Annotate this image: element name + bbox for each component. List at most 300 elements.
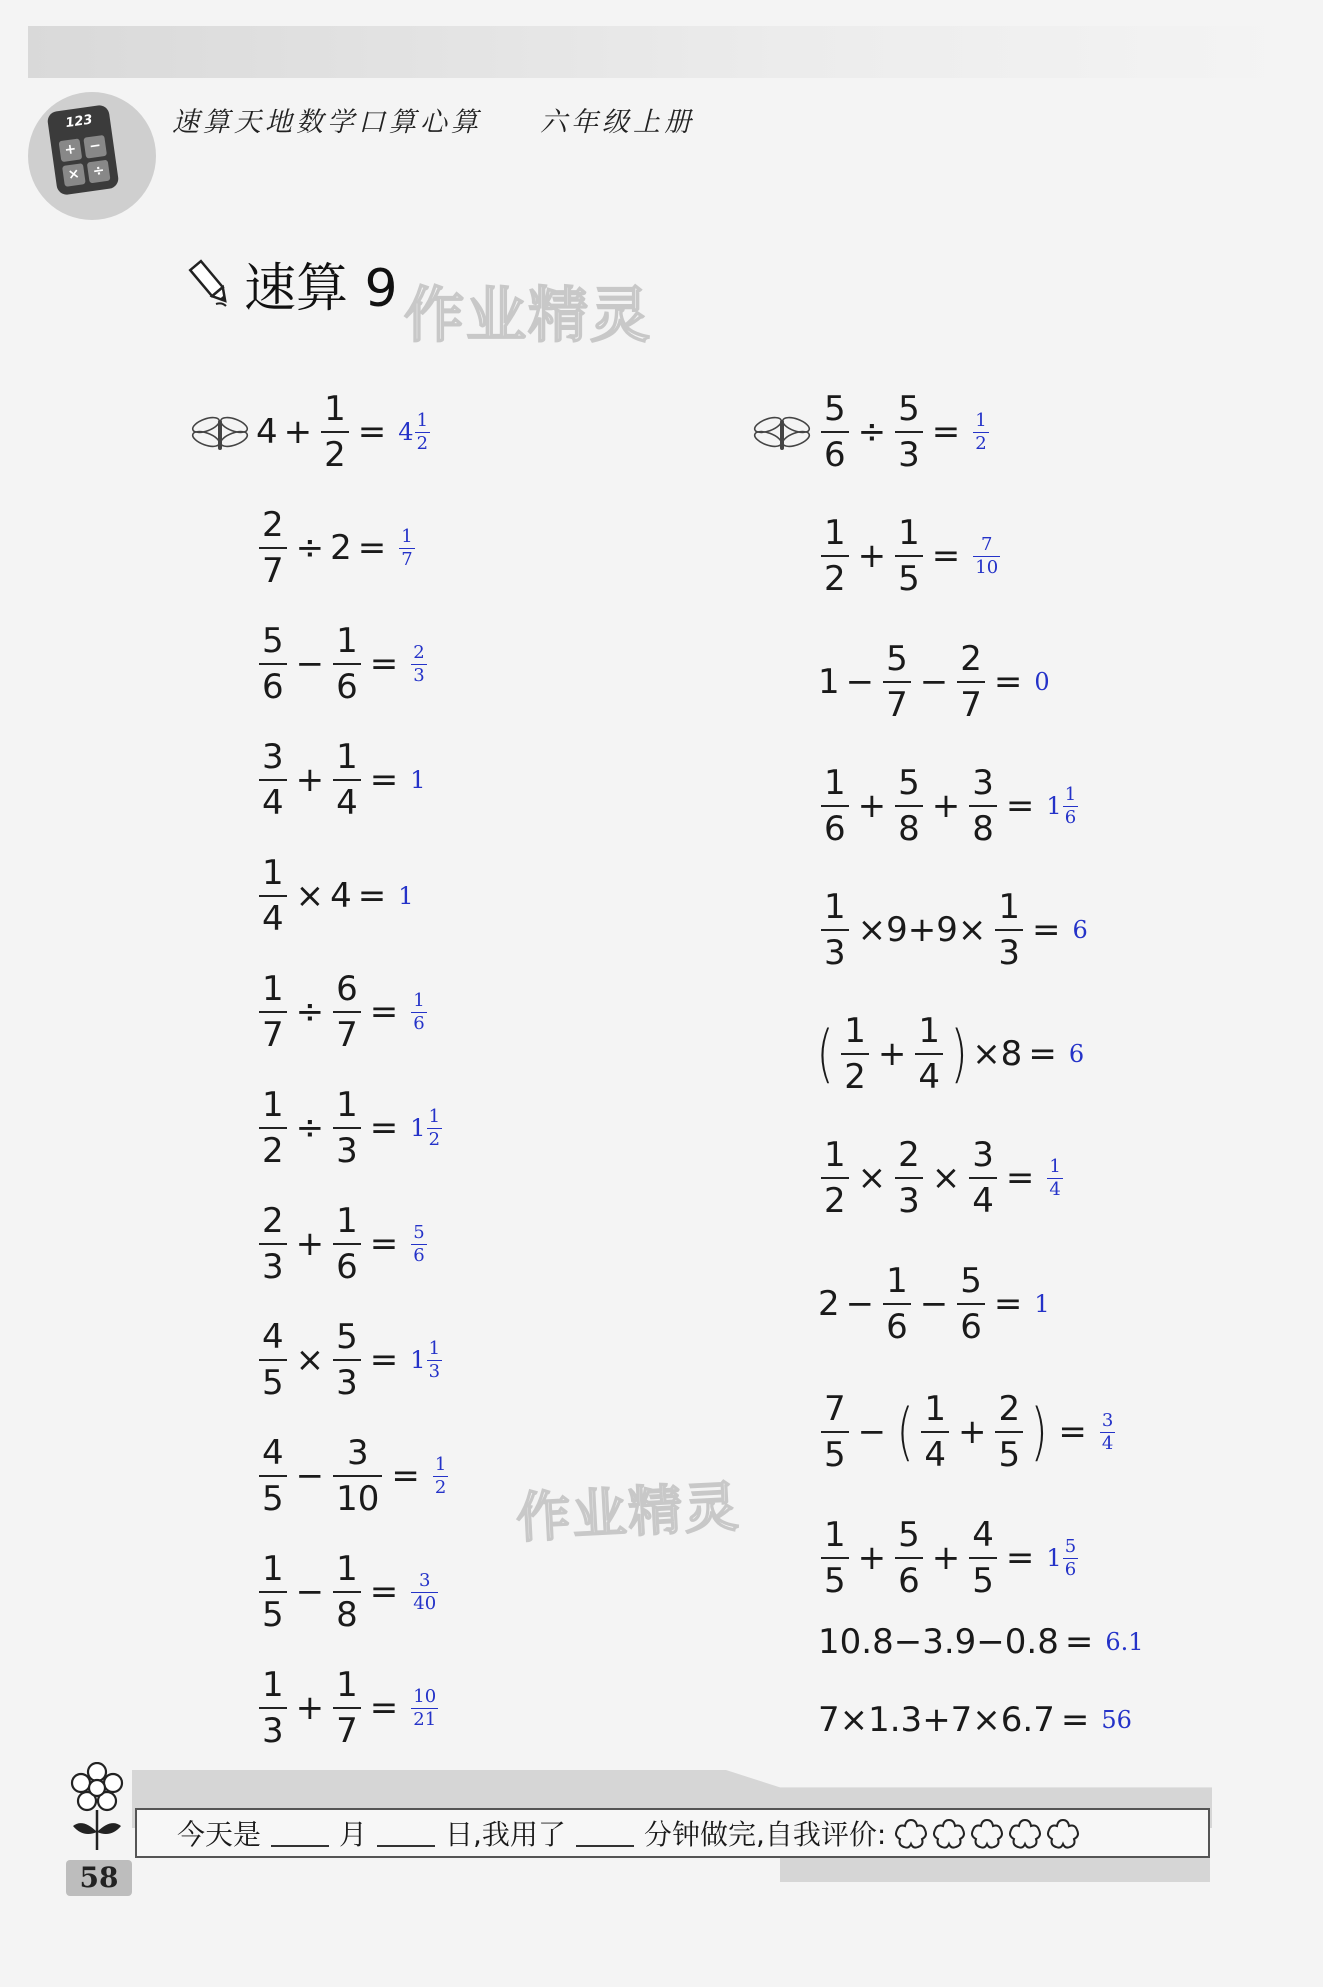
numerator: 1	[824, 513, 846, 553]
fraction	[895, 389, 923, 475]
operator: ×	[857, 1158, 887, 1198]
problem-left-11	[256, 1549, 439, 1635]
denominator: 8	[969, 805, 997, 846]
answer-denominator: 2	[975, 432, 987, 454]
book-grade: 六年级上册	[540, 107, 695, 138]
answer-numerator: 1	[428, 1337, 441, 1359]
numerator: 5	[960, 1261, 982, 1301]
answer	[410, 1569, 439, 1614]
fraction	[895, 513, 923, 599]
fraction	[821, 1389, 849, 1475]
fraction	[821, 1515, 849, 1601]
equals-sign: =	[1058, 1412, 1087, 1452]
problem-left-10	[256, 1433, 449, 1519]
fraction	[821, 389, 849, 475]
equals-sign: =	[369, 1224, 399, 1264]
problem-left-3	[256, 621, 428, 707]
equals-sign: =	[357, 876, 387, 916]
answer	[410, 989, 427, 1034]
answer-denominator: 21	[413, 1708, 437, 1730]
operator: +	[877, 1034, 907, 1074]
fraction	[883, 1261, 911, 1347]
problem-left-9	[256, 1317, 443, 1403]
footer-used-label: 日,我用了	[445, 1818, 566, 1851]
answer-denominator: 2	[428, 1128, 441, 1150]
fraction	[321, 389, 349, 475]
denominator: 6	[957, 1303, 985, 1344]
fraction	[921, 1389, 949, 1475]
page-number: 58	[66, 1860, 132, 1896]
answer-numerator: 7	[981, 533, 993, 555]
denominator: 6	[895, 1557, 923, 1598]
footer-today-label: 今天是	[177, 1818, 262, 1851]
answer-numerator: 1	[401, 525, 413, 547]
numerator: 5	[886, 639, 908, 679]
fraction	[259, 1665, 287, 1751]
answer-denominator: 40	[413, 1592, 437, 1614]
fraction	[259, 1549, 287, 1635]
rating-flower-icon[interactable]	[970, 1817, 1004, 1849]
problem-right-2	[818, 513, 1001, 599]
right-parenthesis: )	[950, 1017, 968, 1090]
fraction	[333, 1665, 361, 1751]
denominator: 5	[259, 1475, 287, 1516]
fraction	[333, 1085, 361, 1171]
answer-denominator: 7	[401, 548, 413, 570]
denominator: 5	[821, 1431, 849, 1472]
denominator: 6	[883, 1303, 911, 1344]
problem-left-7	[256, 1085, 443, 1171]
fraction	[957, 639, 985, 725]
numerator: 4	[972, 1515, 994, 1555]
numerator: 1	[998, 887, 1021, 927]
expression-tail: ×8	[972, 1034, 1023, 1074]
equals-sign: =	[993, 1284, 1023, 1324]
answer-denominator: 4	[1049, 1178, 1061, 1200]
equals-sign: =	[1060, 1700, 1090, 1740]
problem-right-11	[818, 1622, 1144, 1662]
numerator: 1	[824, 763, 846, 803]
equals-sign: =	[369, 1108, 399, 1148]
answer-denominator: 6	[413, 1012, 425, 1034]
answer-denominator: 3	[428, 1360, 441, 1382]
minutes-blank[interactable]	[576, 1819, 634, 1847]
watermark: 作业精灵	[514, 1475, 742, 1550]
calc-key-minus: −	[83, 135, 107, 159]
denominator: 7	[259, 1011, 287, 1052]
numerator: 1	[336, 1085, 358, 1125]
fraction	[259, 853, 287, 939]
equals-sign: =	[369, 644, 399, 684]
numerator: 3	[262, 737, 284, 777]
operator: −	[295, 644, 325, 684]
right-parenthesis: )	[1030, 1395, 1048, 1468]
dragonfly-icon	[190, 414, 250, 450]
fraction	[895, 763, 923, 849]
answer-numerator: 1	[1064, 783, 1077, 805]
denominator: 2	[841, 1053, 869, 1094]
equals-sign: =	[931, 412, 961, 452]
problem-left-4	[256, 737, 426, 823]
month-blank[interactable]	[271, 1819, 329, 1847]
number: 1	[818, 662, 840, 702]
denominator: 3	[259, 1707, 287, 1748]
answer-numerator: 5	[1064, 1535, 1077, 1557]
number: 4	[330, 876, 352, 916]
answer	[398, 525, 415, 570]
fraction	[259, 969, 287, 1055]
answer-denominator: 3	[413, 664, 425, 686]
denominator: 5	[259, 1591, 287, 1632]
answer-whole: 4	[398, 418, 414, 446]
operator: ÷	[857, 412, 887, 452]
denominator: 2	[821, 1177, 849, 1218]
expression-middle: ×9+9×	[857, 910, 987, 950]
left-parenthesis: (	[896, 1395, 914, 1468]
fraction	[995, 1389, 1023, 1475]
operator: +	[931, 786, 961, 826]
answer-denominator: 4	[1101, 1432, 1114, 1454]
problem-right-9	[818, 1389, 1116, 1475]
denominator: 8	[895, 805, 923, 846]
problem-left-1	[190, 389, 431, 475]
numerator: 7	[824, 1389, 846, 1429]
operator: +	[283, 412, 313, 452]
denominator: 5	[259, 1359, 287, 1400]
numerator: 1	[336, 1549, 358, 1589]
denominator: 3	[259, 1243, 287, 1284]
denominator: 2	[821, 555, 849, 596]
fraction	[969, 1135, 997, 1221]
completion-record	[135, 1808, 1210, 1858]
fraction	[995, 887, 1023, 973]
fraction	[333, 737, 361, 823]
answer: 6	[1072, 916, 1088, 944]
denominator: 3	[821, 929, 849, 970]
fraction	[333, 1433, 382, 1519]
fraction	[821, 1135, 849, 1221]
answer	[1046, 1155, 1063, 1200]
fraction	[259, 1317, 287, 1403]
denominator: 4	[259, 779, 287, 820]
denominator: 4	[333, 779, 361, 820]
answer-numerator: 5	[413, 1221, 425, 1243]
equals-sign: =	[369, 1340, 399, 1380]
equals-sign: =	[369, 760, 399, 800]
operator: +	[295, 1688, 325, 1728]
answer-numerator: 1	[434, 1453, 447, 1475]
denominator: 7	[259, 547, 287, 588]
fraction	[895, 1135, 923, 1221]
numerator: 1	[824, 1135, 846, 1175]
numerator: 1	[262, 1549, 284, 1589]
rating-flower-icon[interactable]	[1008, 1817, 1042, 1849]
fraction	[333, 1317, 361, 1403]
calc-key-times: ×	[62, 163, 86, 187]
rating-flower-icon[interactable]	[1046, 1817, 1080, 1849]
left-parenthesis: (	[816, 1017, 834, 1090]
calc-key-plus: +	[59, 138, 83, 162]
operator: +	[295, 1224, 325, 1264]
numerator: 1	[924, 1389, 946, 1429]
numerator: 1	[824, 887, 846, 927]
denominator: 3	[333, 1359, 361, 1400]
fraction	[821, 513, 849, 599]
equals-sign: =	[369, 1572, 399, 1612]
answer	[410, 1221, 427, 1266]
denominator: 3	[895, 431, 923, 472]
answer: 1	[398, 882, 414, 910]
calculator-icon	[46, 104, 119, 196]
problem-right-12	[818, 1700, 1132, 1740]
numerator: 1	[262, 1665, 284, 1705]
equals-sign: =	[931, 536, 961, 576]
answer-numerator: 3	[1101, 1409, 1114, 1431]
fraction	[915, 1011, 943, 1097]
problem-right-5	[818, 887, 1088, 973]
numerator: 3	[346, 1433, 369, 1473]
answer	[1046, 783, 1079, 828]
fraction	[259, 505, 287, 591]
equals-sign: =	[357, 412, 387, 452]
denominator: 6	[821, 805, 849, 846]
numerator: 3	[972, 1135, 994, 1175]
answer-denominator: 6	[413, 1244, 425, 1266]
problem-left-5	[256, 853, 414, 939]
answer: 1	[410, 766, 426, 794]
denominator: 2	[321, 431, 349, 472]
operator: ÷	[295, 1108, 325, 1148]
operator: +	[957, 1412, 987, 1452]
numerator: 1	[824, 1515, 846, 1555]
fraction	[883, 639, 911, 725]
calculator-screen: 123	[64, 112, 94, 132]
fraction	[333, 1201, 361, 1287]
operator: −	[845, 662, 875, 702]
problem-right-8	[818, 1261, 1050, 1347]
numerator: 1	[262, 969, 284, 1009]
numerator: 1	[324, 389, 346, 429]
denominator: 4	[915, 1053, 943, 1094]
equals-sign: =	[1005, 1538, 1035, 1578]
denominator: 5	[969, 1557, 997, 1598]
numerator: 5	[336, 1317, 358, 1357]
fraction	[259, 1433, 287, 1519]
rating-flower-icon[interactable]	[894, 1817, 928, 1849]
operator: +	[857, 1538, 887, 1578]
problem-right-3	[818, 639, 1050, 725]
answer: 1	[1034, 1290, 1050, 1318]
answer-numerator: 2	[413, 641, 425, 663]
answer	[410, 641, 427, 686]
pencil-icon	[188, 258, 234, 310]
dragonfly-icon	[752, 414, 812, 450]
equals-sign: =	[1005, 1158, 1035, 1198]
denominator: 5	[995, 1431, 1023, 1472]
answer: 6	[1068, 1040, 1085, 1068]
answer	[1046, 1535, 1079, 1580]
operator: +	[931, 1538, 961, 1578]
operator: −	[919, 1284, 949, 1324]
answer: 0	[1034, 668, 1050, 696]
denominator: 8	[333, 1591, 361, 1632]
equals-sign: =	[1064, 1622, 1094, 1662]
fraction	[333, 621, 361, 707]
answer	[398, 409, 431, 454]
numerator: 5	[824, 389, 846, 429]
denominator: 5	[821, 1557, 849, 1598]
fraction	[333, 969, 361, 1055]
denominator: 3	[995, 929, 1023, 970]
denominator: 6	[333, 1243, 361, 1284]
answer-numerator: 1	[1049, 1155, 1061, 1177]
operator: ÷	[295, 528, 325, 568]
operator: ×	[295, 1340, 325, 1380]
rating-flowers	[894, 1817, 1080, 1849]
rating-flower-icon[interactable]	[932, 1817, 966, 1849]
operator: −	[295, 1456, 325, 1496]
numerator: 5	[262, 621, 284, 661]
denominator: 7	[883, 681, 911, 722]
numerator: 1	[262, 853, 284, 893]
operator: +	[857, 786, 887, 826]
answer	[972, 409, 989, 454]
answer	[1099, 1409, 1116, 1454]
fraction	[841, 1011, 869, 1097]
numerator: 5	[898, 1515, 920, 1555]
problem-left-8	[256, 1201, 428, 1287]
denominator: 7	[333, 1011, 361, 1052]
numerator: 2	[998, 1389, 1021, 1429]
equals-sign: =	[369, 1688, 399, 1728]
numerator: 2	[898, 1135, 920, 1175]
numerator: 3	[972, 763, 994, 803]
fraction	[259, 737, 287, 823]
number: 2	[330, 528, 352, 568]
fraction	[259, 1201, 287, 1287]
answer-denominator: 6	[1064, 1558, 1077, 1580]
fraction	[969, 763, 997, 849]
denominator: 7	[333, 1707, 361, 1748]
operator: −	[919, 662, 949, 702]
denominator: 7	[957, 681, 985, 722]
denominator: 3	[895, 1177, 923, 1218]
problem-left-12	[256, 1665, 439, 1751]
book-title: 速算天地数学口算心算	[172, 107, 482, 138]
numerator: 1	[336, 737, 358, 777]
fraction	[333, 1549, 361, 1635]
numerator: 1	[886, 1261, 908, 1301]
answer-numerator: 1	[416, 409, 429, 431]
denominator: 2	[259, 1127, 287, 1168]
answer: 6.1	[1105, 1628, 1144, 1656]
section-title: 速算 9	[244, 259, 398, 319]
answer	[410, 1337, 443, 1382]
answer-denominator: 2	[434, 1476, 447, 1498]
answer	[410, 1105, 443, 1150]
equals-sign: =	[993, 662, 1023, 702]
operator: +	[295, 760, 325, 800]
equals-sign: =	[1005, 786, 1035, 826]
numerator: 1	[336, 621, 358, 661]
numerator: 1	[898, 513, 920, 553]
numerator: 1	[336, 1665, 358, 1705]
problem-right-10	[818, 1515, 1079, 1601]
numerator: 1	[844, 1011, 866, 1051]
expression: 10.8−3.9−0.8	[818, 1622, 1059, 1662]
operator: −	[857, 1412, 887, 1452]
problem-right-7	[818, 1135, 1064, 1221]
denominator: 10	[333, 1475, 382, 1516]
denominator: 6	[333, 663, 361, 704]
answer-numerator: 1	[975, 409, 987, 431]
denominator: 4	[969, 1177, 997, 1218]
numerator: 1	[336, 1201, 358, 1241]
number: 4	[256, 412, 278, 452]
answer	[972, 533, 1001, 578]
operator: ÷	[295, 992, 325, 1032]
answer-numerator: 1	[428, 1105, 441, 1127]
problem-left-2	[256, 505, 416, 591]
operator: −	[295, 1572, 325, 1612]
answer-whole: 1	[410, 1346, 426, 1374]
answer-numerator: 10	[413, 1685, 437, 1707]
answer-numerator: 3	[419, 1569, 431, 1591]
fraction	[821, 763, 849, 849]
equals-sign: =	[1028, 1034, 1057, 1074]
day-blank[interactable]	[377, 1819, 435, 1847]
answer: 56	[1101, 1706, 1132, 1734]
answer-whole: 1	[1046, 1544, 1062, 1572]
numerator: 5	[898, 389, 920, 429]
operator: ×	[295, 876, 325, 916]
operator: ×	[931, 1158, 961, 1198]
denominator: 3	[333, 1127, 361, 1168]
calc-key-divide: ÷	[87, 160, 111, 184]
equals-sign: =	[357, 528, 387, 568]
equals-sign: =	[369, 992, 399, 1032]
watermark: 作业精灵	[404, 281, 652, 351]
answer-numerator: 1	[413, 989, 425, 1011]
numerator: 2	[262, 505, 284, 545]
equals-sign: =	[391, 1456, 420, 1496]
numerator: 2	[262, 1201, 284, 1241]
fraction	[969, 1515, 997, 1601]
answer-whole: 1	[410, 1114, 426, 1142]
answer-denominator: 6	[1064, 806, 1077, 828]
denominator: 4	[259, 895, 287, 936]
problem-right-1	[752, 389, 990, 475]
numerator: 6	[336, 969, 358, 1009]
equals-sign: =	[1032, 910, 1061, 950]
flower-icon	[66, 1762, 128, 1852]
denominator: 5	[895, 555, 923, 596]
operator: −	[845, 1284, 875, 1324]
footer-month-label: 月	[339, 1818, 368, 1851]
fraction	[957, 1261, 985, 1347]
operator: +	[857, 536, 887, 576]
fraction	[259, 1085, 287, 1171]
header-band	[28, 26, 1298, 78]
answer-denominator: 10	[975, 556, 999, 578]
expression: 7×1.3+7×6.7	[818, 1700, 1055, 1740]
number: 2	[818, 1284, 840, 1324]
answer-whole: 1	[1046, 792, 1062, 820]
footer-band-lower	[780, 1858, 1210, 1882]
denominator: 6	[821, 431, 849, 472]
numerator: 4	[262, 1433, 284, 1473]
fraction	[821, 887, 849, 973]
